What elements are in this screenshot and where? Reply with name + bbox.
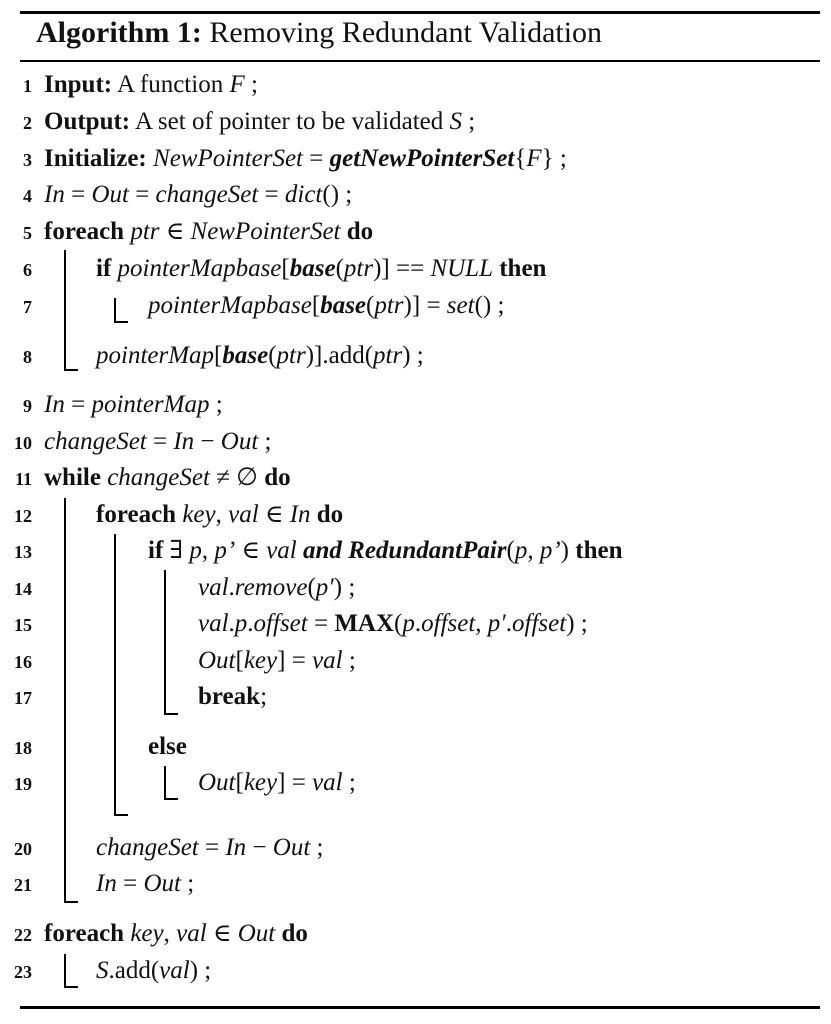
- line-number: 19: [14, 774, 32, 794]
- line-number: 7: [23, 297, 32, 317]
- code-line: Initialize: NewPointerSet = getNewPointerSet{F} ;: [44, 145, 567, 172]
- line-number: 2: [23, 113, 32, 133]
- line-number: 16: [14, 652, 32, 672]
- bottom-rule: [20, 1006, 820, 1009]
- line-number: 13: [14, 542, 32, 562]
- block-bar: [164, 570, 166, 715]
- line-number: 3: [23, 150, 32, 170]
- code-line: Out[key] = val ;: [198, 647, 356, 674]
- block-bar: [64, 498, 66, 903]
- code-line: Output: A set of pointer to be validated S ;: [44, 108, 476, 135]
- code-line: break;: [198, 683, 268, 710]
- code-line: pointerMapbase[base(ptr)] = set() ;: [148, 292, 505, 319]
- line-number: 11: [14, 469, 32, 489]
- code-line: pointerMap[base(ptr)].add(ptr) ;: [96, 342, 424, 369]
- code-line: S.add(val) ;: [96, 957, 212, 984]
- line-number: 15: [14, 615, 32, 635]
- code-line: foreach ptr ∈ NewPointerSet do: [44, 218, 374, 245]
- code-line: In = pointerMap ;: [44, 391, 223, 418]
- code-line: foreach key, val ∈ Out do: [44, 920, 308, 947]
- line-number: 18: [14, 738, 32, 758]
- algorithm-label: Algorithm 1:: [36, 16, 202, 49]
- code-line: if ∃ p, p’ ∈ val and RedundantPair(p, p’) then: [148, 537, 623, 564]
- code-line: foreach key, val ∈ In do: [96, 501, 344, 528]
- line-number: 8: [23, 347, 32, 367]
- block-tick: [164, 713, 178, 715]
- code-line: changeSet = In − Out ;: [44, 428, 272, 455]
- line-number: 14: [14, 579, 32, 599]
- line-number: 22: [14, 925, 32, 945]
- code-line: Input: A function F ;: [44, 71, 258, 98]
- block-tick: [114, 814, 128, 816]
- block-tick: [164, 798, 178, 800]
- line-number: 4: [23, 186, 32, 206]
- block-bar: [164, 766, 166, 800]
- algorithm-title: [36, 16, 602, 50]
- line-number: 10: [14, 433, 32, 453]
- code-line: In = Out ;: [96, 870, 195, 897]
- block-bar: [114, 298, 116, 323]
- line-number: 5: [23, 223, 32, 243]
- block-bar: [64, 954, 66, 988]
- line-number: 1: [23, 76, 32, 96]
- line-number: 20: [14, 839, 32, 859]
- code-line: if pointerMapbase[base(ptr)] == NULL then: [96, 255, 547, 282]
- block-tick: [114, 321, 128, 323]
- block-tick: [64, 986, 78, 988]
- algorithm-name: Removing Redundant Validation: [209, 16, 603, 49]
- line-number: 9: [23, 396, 32, 416]
- block-tick: [64, 369, 78, 371]
- line-number: 17: [14, 688, 32, 708]
- title-rule: [20, 60, 820, 62]
- code-line: val.remove(p′) ;: [198, 574, 356, 601]
- line-number: 6: [23, 260, 32, 280]
- block-bar: [64, 250, 66, 371]
- code-line: changeSet = In − Out ;: [96, 834, 324, 861]
- code-line: else: [148, 733, 187, 760]
- line-number: 23: [14, 962, 32, 982]
- code-line: val.p.offset = MAX(p.offset, p′.offset) ;: [198, 610, 588, 637]
- block-tick: [64, 901, 78, 903]
- line-number: 21: [14, 875, 32, 895]
- code-line: In = Out = changeSet = dict() ;: [44, 181, 353, 208]
- line-number: 12: [14, 506, 32, 526]
- code-line: Out[key] = val ;: [198, 769, 356, 796]
- top-rule: [20, 11, 820, 14]
- code-line: while changeSet ≠ ∅ do: [44, 464, 291, 491]
- block-bar: [114, 534, 116, 816]
